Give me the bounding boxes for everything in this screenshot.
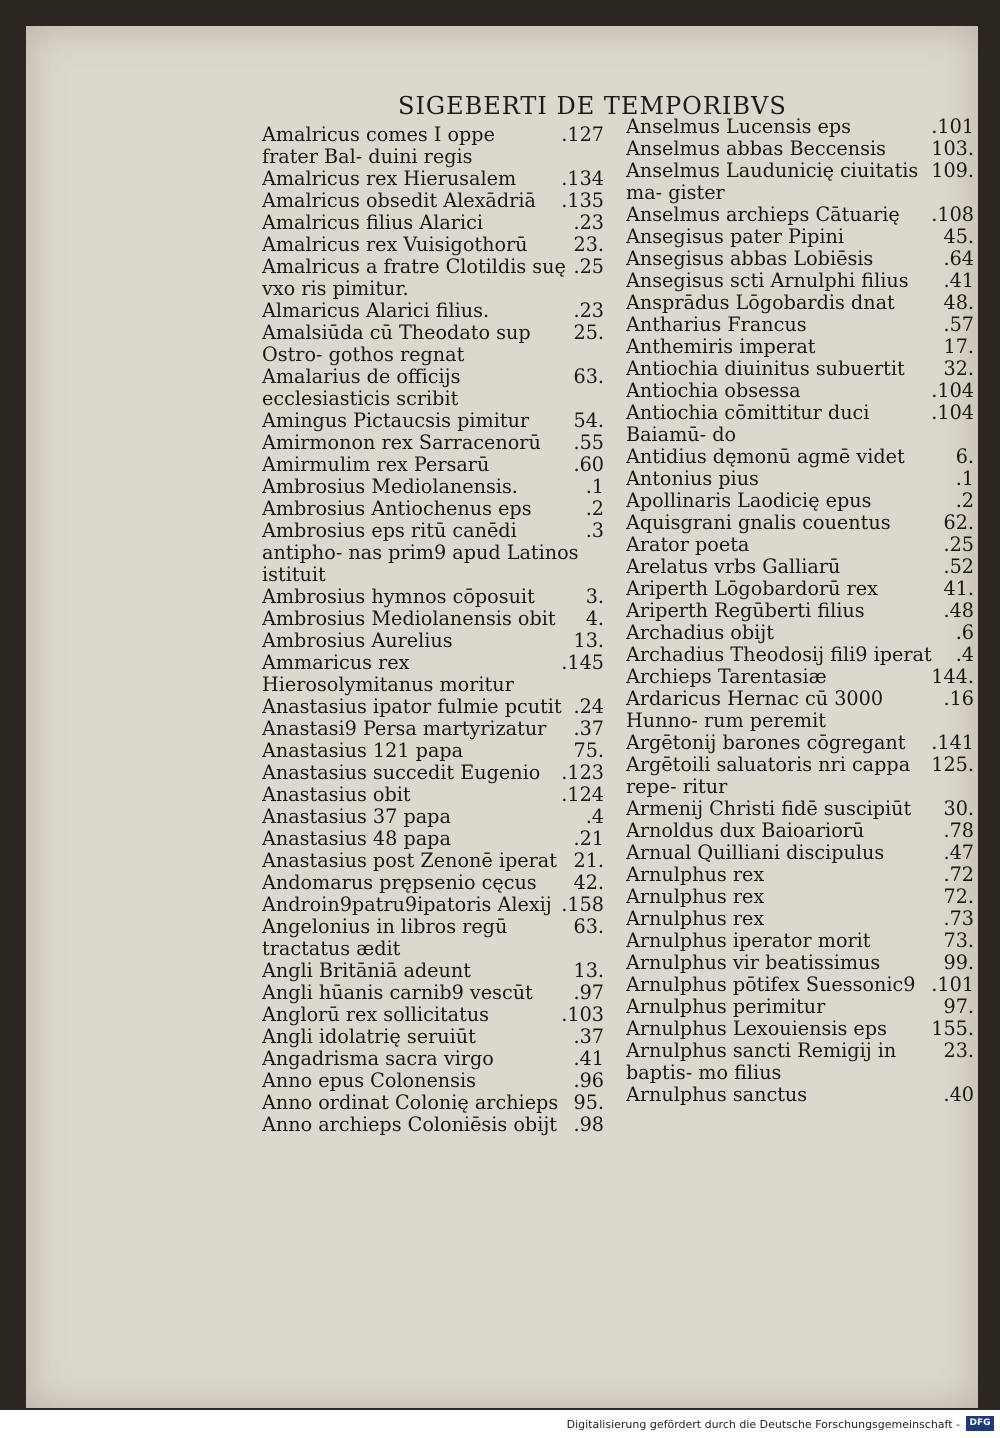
entry-text: Ansegisus abbas Lobiēsis — [626, 248, 874, 270]
entry-page-number: .21 — [573, 827, 604, 850]
index-entry — [262, 366, 604, 410]
entry-page-number: .23 — [573, 299, 604, 322]
index-entry — [626, 798, 974, 820]
entry-page-number: .3 — [585, 519, 604, 542]
entry-page-number: 41. — [943, 577, 974, 600]
index-entry — [262, 630, 604, 652]
index-entry — [262, 960, 604, 982]
entry-text: Anselmus abbas Beccensis — [626, 138, 886, 160]
index-entry — [262, 234, 604, 256]
entry-text: Arnulphus pōtifex Suessonic9 — [626, 974, 916, 996]
index-entry — [262, 410, 604, 432]
entry-page-number: 99. — [943, 951, 974, 974]
entry-page-number: .127 — [561, 123, 604, 146]
entry-text: Angli hūanis carnib9 vescūt — [262, 982, 533, 1004]
entry-text: Arnulphus perimitur — [626, 996, 826, 1018]
entry-text: Amalricus rex Vuisigothorū — [262, 234, 528, 256]
index-entry — [626, 996, 974, 1018]
index-entry — [626, 666, 974, 688]
entry-page-number: 155. — [931, 1017, 974, 1040]
index-entry — [262, 762, 604, 784]
entry-text: Anselmus Lucensis eps — [626, 116, 852, 138]
entry-text: Anastasius post Zenonē iperat — [262, 850, 557, 872]
entry-page-number: 45. — [943, 225, 974, 248]
entry-text: Amalricus filius Alarici — [262, 212, 483, 234]
index-entry — [626, 402, 974, 446]
entry-page-number: 32. — [943, 357, 974, 380]
entry-text: Ansegisus pater Pipini — [626, 226, 845, 248]
index-entry — [262, 124, 604, 168]
entry-text: Ammaricus rex Hierosolymitanus moritur — [262, 651, 514, 696]
entry-page-number: .78 — [943, 819, 974, 842]
index-entry — [626, 512, 974, 534]
entry-text: Amalarius de officijs ecclesiasticis scribit — [262, 365, 461, 410]
entry-text: Ansegisus scti Arnulphi filius — [626, 270, 909, 292]
entry-text: Aquisgrani gnalis couentus — [626, 512, 891, 534]
entry-page-number: .57 — [943, 313, 974, 336]
entry-page-number: .73 — [943, 907, 974, 930]
entry-page-number: .108 — [931, 203, 974, 226]
index-entry — [626, 732, 974, 754]
entry-text: Anno epus Colonensis — [262, 1070, 476, 1092]
index-entry — [626, 556, 974, 578]
entry-page-number: 13. — [573, 959, 604, 982]
entry-page-number: .60 — [573, 453, 604, 476]
index-entry — [262, 476, 604, 498]
index-entry — [626, 116, 974, 138]
index-entry — [626, 600, 974, 622]
index-entry — [262, 212, 604, 234]
entry-text: Amalricus a fratre Clotildis suę vxo ris pimitur. — [262, 255, 566, 300]
entry-text: Amalricus rex Hierusalem — [262, 168, 517, 190]
footer-bar — [0, 1410, 1000, 1438]
entry-text: Amirmonon rex Sarracenorū — [262, 432, 541, 454]
index-entry — [626, 1084, 974, 1106]
entry-page-number: 63. — [573, 365, 604, 388]
index-entry — [626, 204, 974, 226]
entry-text: Anselmus archieps Cātuarię — [626, 204, 900, 226]
entry-text: Ardaricus Hernac cū 3000 Hunno- rum peremit — [626, 687, 884, 732]
entry-page-number: .55 — [573, 431, 604, 454]
dfg-logo: DFG — [966, 1416, 994, 1431]
index-entry — [262, 740, 604, 762]
entry-text: Arnulphus Lexouiensis eps — [626, 1018, 887, 1040]
entry-text: Archadius obijt — [626, 622, 774, 644]
index-entry — [626, 864, 974, 886]
entry-page-number: .1 — [955, 467, 974, 490]
entry-page-number: .134 — [561, 167, 604, 190]
entry-page-number: 73. — [943, 929, 974, 952]
entry-page-number: 17. — [943, 335, 974, 358]
index-entry — [262, 652, 604, 696]
index-entry — [262, 190, 604, 212]
entry-page-number: 48. — [943, 291, 974, 314]
entry-page-number: .41 — [943, 269, 974, 292]
entry-page-number: .4 — [585, 805, 604, 828]
entry-text: Arnoldus dux Baioariorū — [626, 820, 865, 842]
entry-page-number: 23. — [943, 1039, 974, 1062]
index-entry — [626, 292, 974, 314]
entry-page-number: 42. — [573, 871, 604, 894]
entry-page-number: 21. — [573, 849, 604, 872]
index-entry — [262, 1070, 604, 1092]
index-entry — [626, 578, 974, 600]
entry-text: Antharius Francus — [626, 314, 807, 336]
index-entry — [262, 168, 604, 190]
entry-text: Armenij Christi fidē suscipiūt — [626, 798, 912, 820]
funding-notice: Digitalisierung gefördert durch die Deutsche Forschungsgemeinschaft - — [566, 1418, 960, 1431]
page-heading: SIGEBERTI DE TEMPORIBVS — [398, 92, 787, 120]
index-entry — [262, 872, 604, 894]
entry-text: Archadius Theodosij fili9 iperat — [626, 644, 932, 666]
entry-text: Ambrosius hymnos cōposuit — [262, 586, 535, 608]
entry-text: Anselmus Laudunicię ciuitatis ma- gister — [626, 159, 919, 204]
entry-page-number: .41 — [573, 1047, 604, 1070]
entry-page-number: .52 — [943, 555, 974, 578]
entry-page-number: .48 — [943, 599, 974, 622]
entry-text: Anastasius obit — [262, 784, 411, 806]
book-page — [26, 26, 978, 1408]
index-entry — [626, 248, 974, 270]
entry-text: Angelonius in libros regū tractatus ædit — [262, 915, 508, 960]
index-entry — [262, 696, 604, 718]
entry-page-number: .64 — [943, 247, 974, 270]
index-entry — [262, 850, 604, 872]
index-entry — [262, 300, 604, 322]
entry-page-number: .141 — [931, 731, 974, 754]
index-entry — [626, 380, 974, 402]
index-entry — [262, 1026, 604, 1048]
entry-page-number: .158 — [561, 893, 604, 916]
entry-text: Anglorū rex sollicitatus — [262, 1004, 490, 1026]
index-entry — [262, 432, 604, 454]
entry-text: Ambrosius Mediolanensis obit — [262, 608, 556, 630]
index-entry — [262, 916, 604, 960]
index-entry — [626, 1040, 974, 1084]
entry-text: Anastasius 121 papa — [262, 740, 464, 762]
index-entry — [626, 952, 974, 974]
entry-page-number: 97. — [943, 995, 974, 1018]
entry-text: Amingus Pictaucsis pimitur — [262, 410, 530, 432]
entry-text: Androin9patru9ipatoris Alexij — [262, 894, 552, 916]
entry-page-number: .96 — [573, 1069, 604, 1092]
entry-text: Argētoili saluatoris nri cappa repe- ritur — [626, 753, 911, 798]
entry-page-number: 109. — [931, 159, 974, 182]
entry-page-number: 62. — [943, 511, 974, 534]
entry-page-number: .135 — [561, 189, 604, 212]
entry-text: Anastasius 48 papa — [262, 828, 451, 850]
entry-page-number: .25 — [573, 255, 604, 278]
entry-text: Ambrosius Antiochenus eps — [262, 498, 532, 520]
index-entry — [262, 498, 604, 520]
entry-page-number: 63. — [573, 915, 604, 938]
entry-page-number: .124 — [561, 783, 604, 806]
entry-page-number: 4. — [585, 607, 604, 630]
entry-text: Angli idolatrię seruiūt — [262, 1026, 476, 1048]
entry-page-number: .6 — [955, 621, 974, 644]
entry-page-number: 103. — [931, 137, 974, 160]
entry-text: Arnulphus sanctus — [626, 1084, 808, 1106]
entry-text: Arnulphus sancti Remigij in baptis- mo filius — [626, 1039, 897, 1084]
entry-page-number: 23. — [573, 233, 604, 256]
entry-text: Arnulphus iperator morit — [626, 930, 871, 952]
entry-page-number: .104 — [931, 401, 974, 424]
index-entry — [262, 1048, 604, 1070]
entry-text: Arnulphus vir beatissimus — [626, 952, 881, 974]
entry-text: Ariperth Lōgobardorū rex — [626, 578, 878, 600]
entry-text: Arnulphus rex — [626, 908, 765, 930]
entry-text: Antiochia diuinitus subuertit — [626, 358, 905, 380]
index-entry — [626, 908, 974, 930]
entry-text: Ambrosius Mediolanensis. — [262, 476, 518, 498]
index-entry — [262, 608, 604, 630]
entry-page-number: 13. — [573, 629, 604, 652]
index-entry — [626, 138, 974, 160]
index-entry — [626, 974, 974, 996]
index-entry — [626, 468, 974, 490]
entry-text: Angli Britāniā adeunt — [262, 960, 471, 982]
index-entry — [626, 270, 974, 292]
index-entry — [626, 314, 974, 336]
entry-text: Anastasi9 Persa martyrizatur — [262, 718, 547, 740]
index-entry — [262, 322, 604, 366]
entry-page-number: 75. — [573, 739, 604, 762]
entry-page-number: 30. — [943, 797, 974, 820]
entry-text: Archieps Tarentasiæ — [626, 666, 827, 688]
entry-text: Antonius pius — [626, 468, 759, 490]
index-entry — [262, 828, 604, 850]
entry-page-number: .101 — [931, 115, 974, 138]
entry-page-number: .104 — [931, 379, 974, 402]
index-entry — [262, 520, 604, 586]
entry-page-number: .24 — [573, 695, 604, 718]
index-entry — [626, 644, 974, 666]
entry-text: Arelatus vrbs Galliarū — [626, 556, 841, 578]
index-entry — [262, 806, 604, 828]
entry-page-number: 72. — [943, 885, 974, 908]
index-entry — [262, 784, 604, 806]
entry-text: Antiochia obsessa — [626, 380, 801, 402]
entry-page-number: .47 — [943, 841, 974, 864]
entry-text: Antidius dęmonū agmē videt — [626, 446, 905, 468]
entry-text: Anastasius succedit Eugenio — [262, 762, 541, 784]
entry-text: Anastasius 37 papa — [262, 806, 451, 828]
entry-page-number: .1 — [585, 475, 604, 498]
index-entry — [626, 886, 974, 908]
index-entry — [626, 688, 974, 732]
entry-page-number: .145 — [561, 651, 604, 674]
index-entry — [626, 336, 974, 358]
entry-page-number: .103 — [561, 1003, 604, 1026]
entry-text: Ansprādus Lōgobardis dnat — [626, 292, 895, 314]
index-entry — [626, 534, 974, 556]
entry-page-number: .23 — [573, 211, 604, 234]
entry-text: Ariperth Regūberti filius — [626, 600, 865, 622]
entry-page-number: 144. — [931, 665, 974, 688]
entry-text: Anthemiris imperat — [626, 336, 816, 358]
entry-text: Arnulphus rex — [626, 864, 765, 886]
index-entry — [262, 454, 604, 476]
index-entry — [626, 226, 974, 248]
entry-page-number: 25. — [573, 321, 604, 344]
entry-text: Angadrisma sacra virgo — [262, 1048, 494, 1070]
index-entry — [262, 586, 604, 608]
entry-text: Arnual Quilliani discipulus — [626, 842, 885, 864]
index-entry — [626, 842, 974, 864]
entry-page-number: .40 — [943, 1083, 974, 1106]
entry-page-number: .97 — [573, 981, 604, 1004]
entry-text: Andomarus prępsenio cęcus — [262, 872, 537, 894]
entry-text: Ambrosius eps ritū canēdi antipho- nas prim9 apud Latinos istituit — [262, 519, 579, 586]
entry-page-number: .25 — [943, 533, 974, 556]
entry-page-number: 125. — [931, 753, 974, 776]
entry-text: Anno archieps Coloniēsis obijt — [262, 1114, 557, 1136]
index-entry — [626, 622, 974, 644]
entry-text: Amalricus comes I oppe frater Bal- duini regis — [262, 123, 495, 168]
index-entry — [262, 718, 604, 740]
index-entry — [626, 358, 974, 380]
entry-text: Antiochia cōmittitur duci Baiamū- do — [626, 401, 870, 446]
entry-text: Amalricus obsedit Alexādriā — [262, 190, 536, 212]
entry-page-number: 6. — [955, 445, 974, 468]
index-entry — [262, 982, 604, 1004]
entry-page-number: 3. — [585, 585, 604, 608]
entry-page-number: .2 — [955, 489, 974, 512]
index-entry — [262, 894, 604, 916]
index-entry — [262, 1114, 604, 1136]
index-entry — [262, 1004, 604, 1026]
entry-page-number: .37 — [573, 1025, 604, 1048]
left-index-column — [262, 124, 604, 1136]
entry-text: Anno ordinat Colonię archieps — [262, 1092, 559, 1114]
entry-page-number: 54. — [573, 409, 604, 432]
entry-text: Almaricus Alarici filius. — [262, 300, 490, 322]
entry-page-number: .123 — [561, 761, 604, 784]
entry-page-number: .98 — [573, 1113, 604, 1136]
entry-page-number: 95. — [573, 1091, 604, 1114]
index-entry — [626, 754, 974, 798]
entry-text: Amirmulim rex Persarū — [262, 454, 490, 476]
index-entry — [626, 490, 974, 512]
entry-page-number: .16 — [943, 687, 974, 710]
entry-text: Ambrosius Aurelius — [262, 630, 453, 652]
entry-text: Apollinaris Laodicię epus — [626, 490, 872, 512]
index-entry — [626, 160, 974, 204]
entry-text: Amalsiūda cū Theodato sup Ostro- gothos regnat — [262, 321, 531, 366]
entry-page-number: .37 — [573, 717, 604, 740]
index-entry — [626, 446, 974, 468]
entry-text: Anastasius ipator fulmie pcutit — [262, 696, 562, 718]
index-entry — [626, 1018, 974, 1040]
index-entry — [262, 1092, 604, 1114]
entry-text: Argētonij barones cōgregant — [626, 732, 906, 754]
entry-page-number: .72 — [943, 863, 974, 886]
index-entry — [626, 930, 974, 952]
entry-text: Arator poeta — [626, 534, 750, 556]
index-entry — [626, 820, 974, 842]
entry-page-number: .101 — [931, 973, 974, 996]
index-entry — [262, 256, 604, 300]
entry-page-number: .4 — [955, 643, 974, 666]
entry-page-number: .2 — [585, 497, 604, 520]
right-index-column — [626, 116, 974, 1106]
entry-text: Arnulphus rex — [626, 886, 765, 908]
